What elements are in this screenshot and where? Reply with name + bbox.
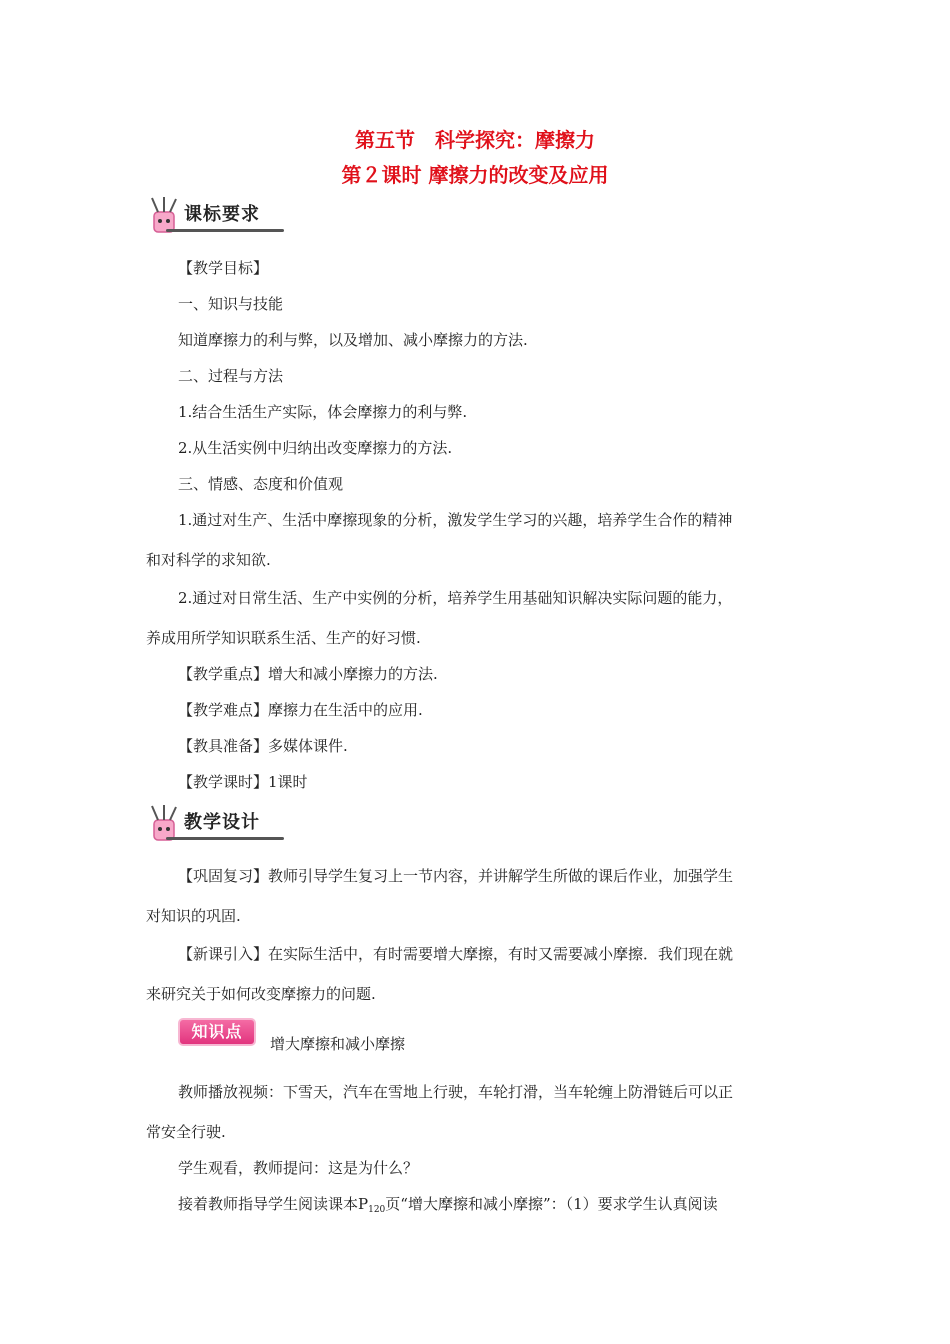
section-label: 教学设计 [184, 812, 260, 833]
emotion-item-line: 养成用所学知识联系生活、生产的好习惯. [146, 629, 421, 647]
emotion-heading: 三、情感、态度和价值观 [178, 475, 344, 493]
banner-underline [166, 837, 284, 840]
intro-line: 【新课引入】在实际生活中，有时需要增大摩擦，有时又需要减小摩擦．我们现在就 [178, 945, 734, 963]
section-banner-standards [146, 196, 286, 236]
emotion-item-line: 2.通过对日常生活、生产中实例的分析，培养学生用基础知识解决实际问题的能力， [178, 589, 733, 607]
page-subtitle: 第２课时 摩擦力的改变及应用 [341, 163, 609, 187]
knowledge-point-badge: 知识点 [178, 1018, 256, 1046]
review-line: 对知识的巩固. [146, 907, 241, 925]
knowledge-text: 知道摩擦力的利与弊，以及增加、减小摩擦力的方法. [178, 331, 528, 349]
banner-underline [166, 229, 284, 232]
review-line: 【巩固复习】教师引导学生复习上一节内容，并讲解学生所做的课后作业，加强学生 [178, 867, 734, 885]
objectives-heading: 【教学目标】 [178, 259, 269, 277]
teaching-hours: 【教学课时】1课时 [178, 773, 308, 791]
section-label: 课标要求 [184, 204, 260, 225]
intro-line: 来研究关于如何改变摩擦力的问题. [146, 985, 376, 1003]
reading-text: 接着教师指导学生阅读课本P [178, 1195, 369, 1213]
teaching-difficulty: 【教学难点】摩擦力在生活中的应用. [178, 701, 423, 719]
video-line: 常安全行驶. [146, 1123, 226, 1141]
teaching-focus: 【教学重点】增大和减小摩擦力的方法. [178, 665, 438, 683]
process-heading: 二、过程与方法 [178, 367, 284, 385]
reading-line [178, 1194, 718, 1220]
process-item: 1.结合生活生产实际，体会摩擦力的利与弊. [178, 403, 468, 421]
page-number: 120 [368, 1205, 386, 1215]
process-item: 2.从生活实例中归纳出改变摩擦力的方法. [178, 439, 453, 457]
emotion-item-line: 和对科学的求知欲. [146, 551, 271, 569]
video-line: 教师播放视频：下雪天，汽车在雪地上行驶，车轮打滑，当车轮缠上防滑链后可以正 [178, 1083, 734, 1101]
reading-text: 页“增大摩擦和减小摩擦”：（1）要求学生认真阅读 [385, 1195, 718, 1213]
teaching-tools: 【教具准备】多媒体课件. [178, 737, 348, 755]
knowledge-heading: 一、知识与技能 [178, 295, 284, 313]
knowledge-point-title: 增大摩擦和减小摩擦 [270, 1035, 406, 1053]
section-banner-design [146, 804, 286, 844]
emotion-item-line: 1.通过对生产、生活中摩擦现象的分析，激发学生学习的兴趣，培养学生合作的精神 [178, 511, 733, 529]
page-title: 第五节 科学探究：摩擦力 [355, 128, 595, 152]
question-line: 学生观看，教师提问：这是为什么？ [178, 1159, 419, 1177]
